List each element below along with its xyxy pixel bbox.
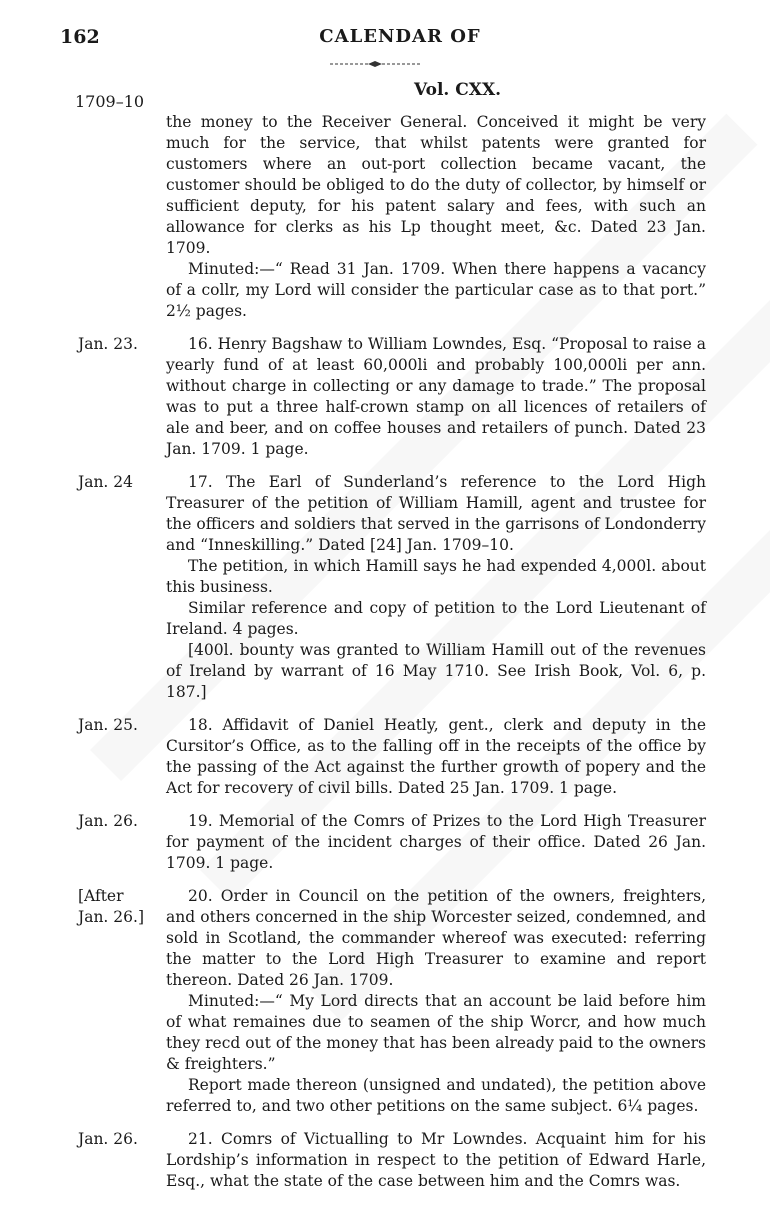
entry-text [166,334,706,460]
entry-paragraph: Minuted:—“ My Lord directs that an account be laid before him of what remaines due to seamen of the ship Worcr, and how much they recd out of the money that has been already paid to the owners & freighters.” [166,992,706,1073]
entry-date: [After Jan. 26.] [78,887,144,926]
entry-19 [0,811,770,874]
entry-text [166,886,706,1117]
entry-17 [0,472,770,703]
running-title: CALENDAR OF [319,26,481,47]
entry-text [166,811,706,874]
entry-paragraph: 21. Comrs of Victualling to Mr Lowndes. Acquaint him for his Lordship’s information in respect to the petition of Edward Harle, Esq., what the state of the case between him and the Comrs was. [166,1130,706,1190]
entry-paragraph: The petition, in which Hamill says he had expended 4,000l. about this business. [166,557,706,596]
entry-paragraph: 16. Henry Bagshaw to William Lowndes, Esq. “Proposal to raise a yearly fund of at least 60,000li and probably 100,000li per ann. without charge in collecting or any damage to trade.” The proposal was to put a three half-crown stamp on all licences of retailers of ale and beer, and on coffee houses and retailers of punch. Dated 23 Jan. 1709. 1 page. [166,335,706,458]
entry-paragraph: 19. Memorial of the Comrs of Prizes to the Lord High Treasurer for payment of the incident charges of their office. Dated 26 Jan. 1709. 1 page. [166,812,706,872]
year-marker: 1709–10 [75,92,145,111]
entry-paragraph: [400l. bounty was granted to William Hamill out of the revenues of Ireland by warrant of 16 May 1710. See Irish Book, Vol. 6, p. 187.] [166,641,706,701]
entry-text [166,1129,706,1192]
entry-20 [0,886,770,1117]
page-number: 162 [60,26,100,48]
entry-paragraph: 20. Order in Council on the petition of the owners, freighters, and others concerned in the ship Worcester seized, condemned, and sold in Scotland, the commander whereof was executed: referring the matter to the Lord High Treasurer to examine and report thereon. Dated 26 Jan. 1709. [166,887,706,989]
entry-continuation [0,112,770,322]
entry-text [166,472,706,703]
entry-date: Jan. 23. [78,335,138,353]
entries [0,112,770,1204]
header-ornament [330,60,420,68]
entry-paragraph: the money to the Receiver General. Conceived it might be very much for the service, that whilst patents were granted for customers where an out-port collection became vacant, the customer should be obliged to do the duty of collector, by himself or sufficient deputy, for his patent salary and fees, with such an allowance for clerks as his Lp thought meet, &c. Dated 23 Jan. 1709. [166,113,706,257]
entry-date: Jan. 25. [78,716,138,734]
entry-paragraph: 17. The Earl of Sunderland’s reference to the Lord High Treasurer of the petition of William Hamill, agent and trustee for the officers and soldiers that served in the garrisons of Londonderry and “Inneskilling.” Dated [24] Jan. 1709–10. [166,473,706,554]
entry-date: Jan. 26. [78,812,138,830]
entry-paragraph: Report made thereon (unsigned and undated), the petition above referred to, and two other petitions on the same subject. 6¼ pages. [166,1076,706,1115]
entry-21 [0,1129,770,1192]
entry-paragraph: 18. Affidavit of Daniel Heatly, gent., clerk and deputy in the Cursitor’s Office, as to the falling off in the receipts of the office by the passing of the Act against the further growth of popery and the Act for recovery of civil bills. Dated 25 Jan. 1709. 1 page. [166,716,706,797]
entry-paragraph: Similar reference and copy of petition to the Lord Lieutenant of Ireland. 4 pages. [166,599,706,638]
entry-date: Jan. 24 [78,473,134,491]
entry-text [166,715,706,799]
volume-heading: Vol. CXX. [414,80,502,100]
entry-paragraph: Minuted:—“ Read 31 Jan. 1709. When there happens a vacancy of a collr, my Lord will consider the particular case as to that port.” 2½ pages. [166,260,706,320]
entry-18 [0,715,770,799]
entry-text [166,112,706,322]
entry-date: Jan. 26. [78,1130,138,1148]
entry-16 [0,334,770,460]
page-header [0,26,770,56]
